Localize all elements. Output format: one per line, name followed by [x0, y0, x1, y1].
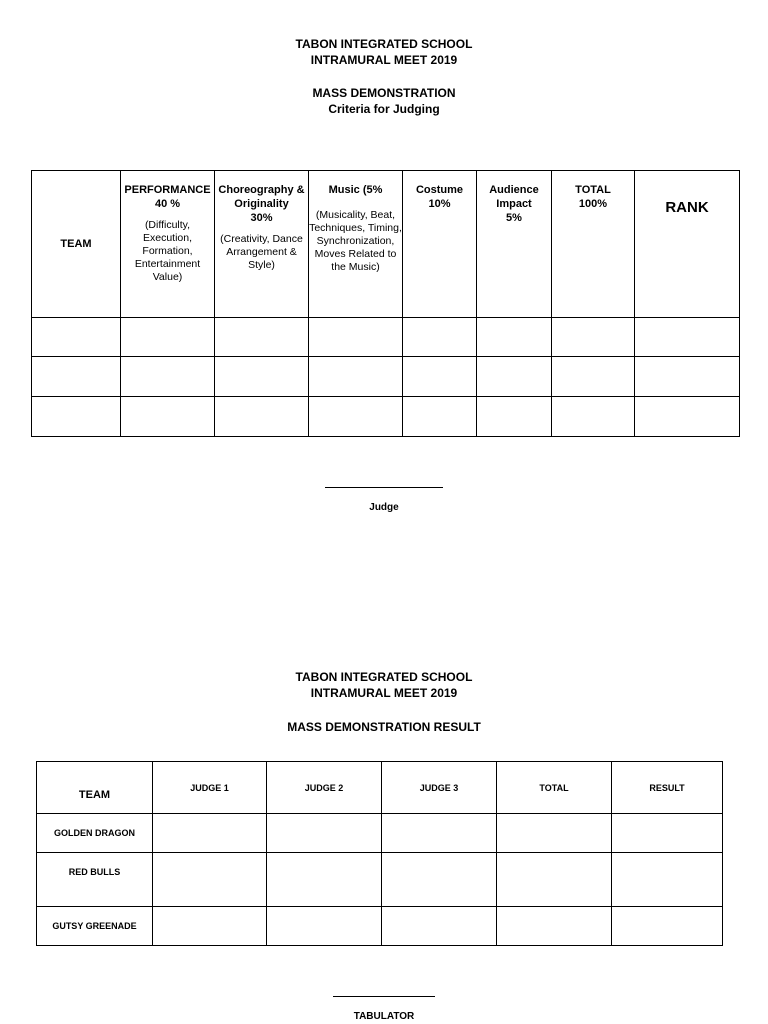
header-team: TEAM [37, 762, 153, 814]
header-total: TOTAL 100% [552, 171, 635, 318]
team-row [37, 907, 723, 946]
form2-title: MASS DEMONSTRATION RESULT [287, 720, 481, 734]
results-header-row [37, 762, 723, 814]
header-total: TOTAL [497, 762, 612, 814]
header-music: Music (5% (Musicality, Beat, Techniques, Timing, Synchronization, Moves Related to the Music) [309, 171, 403, 318]
header-result: RESULT [612, 762, 723, 814]
judge-signature-label: Judge [369, 502, 399, 513]
team-row [37, 814, 723, 853]
team-row [37, 853, 723, 907]
header-costume: Costume 10% [403, 171, 477, 318]
results-table [36, 761, 723, 946]
score-row [32, 318, 740, 357]
form-title: MASS DEMONSTRATION [312, 86, 456, 100]
header-audience-impact: Audience Impact 5% [477, 171, 552, 318]
form1-header [0, 36, 768, 68]
header-judge-3: JUDGE 3 [382, 762, 497, 814]
form-subtitle: Criteria for Judging [328, 102, 440, 116]
event-name: INTRAMURAL MEET 2019 [310, 53, 458, 67]
team-name: GUTSY GREENADE [37, 907, 153, 946]
header-judge-2: JUDGE 2 [267, 762, 382, 814]
header-performance: PERFORMANCE 40 % (Difficulty, Execution, Formation, Entertainment Value) [121, 171, 215, 318]
team-name: RED BULLS [37, 853, 153, 907]
header-team: TEAM [32, 171, 121, 318]
header-choreography: Choreography & Originality 30% (Creativity, Dance Arrangement & Style) [215, 171, 309, 318]
criteria-table [31, 170, 740, 437]
criteria-header-row [32, 171, 740, 318]
score-row [32, 397, 740, 437]
event-name: INTRAMURAL MEET 2019 [310, 686, 458, 700]
school-name: TABON INTEGRATED SCHOOL [295, 670, 473, 684]
judge-signature-line[interactable] [325, 487, 443, 488]
header-judge-1: JUDGE 1 [153, 762, 267, 814]
header-rank: RANK [635, 171, 740, 318]
form1-title-block [0, 85, 768, 117]
score-row [32, 357, 740, 397]
school-name: TABON INTEGRATED SCHOOL [295, 37, 473, 51]
form2-header [0, 669, 768, 701]
tabulator-signature-label: TABULATOR [353, 1011, 415, 1022]
tabulator-signature-line[interactable] [333, 996, 435, 997]
team-name: GOLDEN DRAGON [37, 814, 153, 853]
